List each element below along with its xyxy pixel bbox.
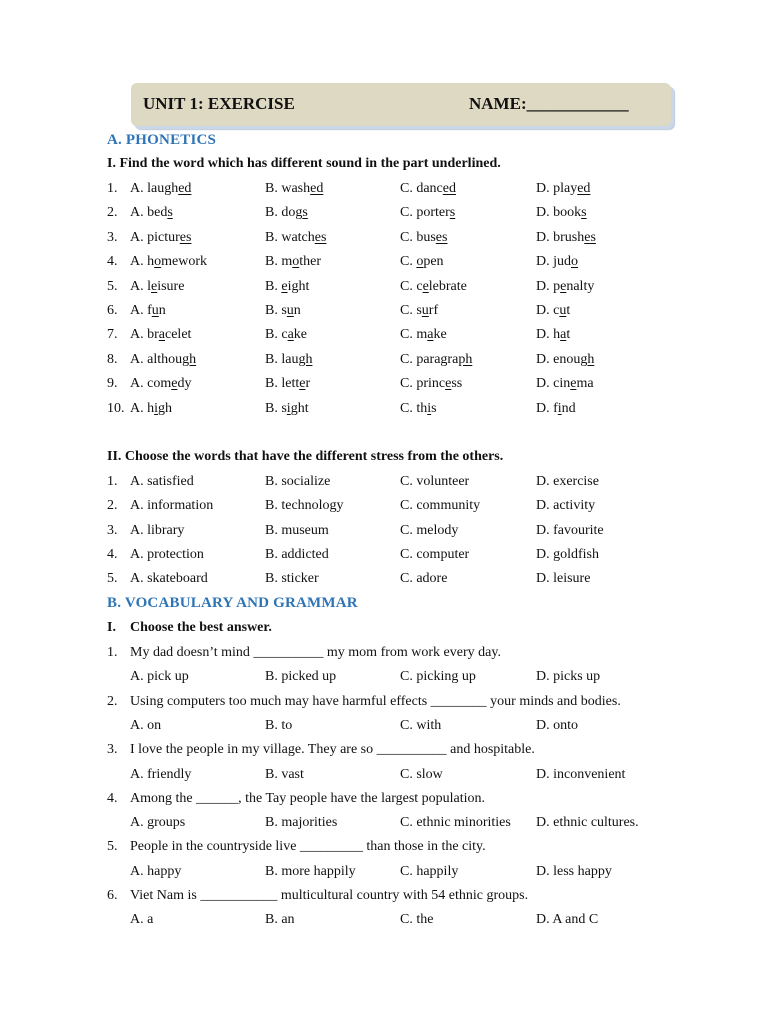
answer-option[interactable]: A. information — [130, 498, 214, 514]
question-number: 6. — [107, 888, 118, 903]
answer-option[interactable]: C. make — [400, 327, 447, 343]
phonetics-row — [0, 303, 768, 323]
answer-option[interactable]: C. the — [400, 912, 434, 928]
answer-option[interactable]: A. on — [130, 717, 162, 733]
answer-option[interactable]: B. letter — [265, 376, 311, 392]
question-number: 6. — [107, 303, 118, 318]
phonetics-row — [0, 230, 768, 250]
underlined-part: ed — [178, 181, 192, 196]
answer-option[interactable]: B. washed — [265, 181, 324, 196]
underlined-part: i — [154, 400, 159, 416]
question-row — [0, 694, 768, 714]
answer-option[interactable]: D. played — [536, 181, 591, 196]
stress-row — [0, 547, 768, 567]
vocab-instruction: Choose the best answer. — [130, 620, 272, 635]
answer-option[interactable]: D. judo — [536, 254, 578, 270]
answer-option[interactable]: D. penalty — [536, 278, 595, 294]
answer-option[interactable]: B. cake — [265, 327, 307, 343]
underlined-part: gh — [298, 351, 313, 367]
underlined-part: e — [281, 278, 288, 294]
answer-option[interactable]: D. picks up — [536, 669, 601, 685]
answer-option[interactable]: A. fun — [130, 303, 166, 318]
question-number: 3. — [107, 229, 118, 245]
answer-option[interactable]: B. technology — [265, 498, 344, 514]
question-row — [0, 839, 768, 859]
options-row — [0, 767, 768, 787]
underlined-part: o — [416, 254, 424, 270]
underlined-part: s — [581, 205, 587, 221]
answer-option[interactable]: C. adore — [400, 571, 448, 587]
question-row — [0, 888, 768, 908]
answer-option[interactable]: B. mother — [265, 254, 321, 270]
phonetics-row — [0, 327, 768, 347]
stress-row — [0, 523, 768, 543]
options-row — [0, 718, 768, 738]
answer-option[interactable]: D. less happy — [536, 863, 612, 879]
question-text: People in the countryside live _________ than those in the city. — [130, 839, 486, 855]
underlined-part: ed — [310, 181, 324, 196]
stress-row — [0, 474, 768, 494]
question-number: 1. — [107, 474, 118, 489]
answer-option[interactable]: A. groups — [130, 815, 186, 831]
answer-option[interactable]: D. exercise — [536, 474, 599, 489]
answer-option[interactable]: D. goldfish — [536, 546, 599, 562]
answer-option[interactable]: D. activity — [536, 498, 596, 514]
answer-option[interactable]: D. ethnic cultures. — [536, 815, 639, 831]
answer-option[interactable]: C. paragraph — [400, 351, 473, 367]
answer-option[interactable]: C. surf — [400, 303, 439, 318]
name-field-label: NAME:____________ — [469, 94, 629, 113]
underlined-part: e — [299, 376, 306, 392]
answer-option[interactable]: B. watches — [265, 229, 327, 245]
answer-option[interactable]: A. a — [130, 912, 154, 928]
question-text: I love the people in my village. They are so __________ and hospitable. — [130, 742, 535, 758]
part1-instruction: I. Find the word which has different sound in the part underlined. — [107, 156, 501, 171]
question-number: 8. — [107, 351, 118, 367]
answer-option[interactable]: A. beds — [130, 205, 173, 221]
answer-option[interactable]: B. addicted — [265, 546, 329, 562]
vocab-part-number: I. — [107, 620, 116, 635]
question-row — [0, 791, 768, 811]
underlined-part: u — [559, 303, 567, 318]
answer-option[interactable]: C. buses — [400, 229, 448, 245]
underlined-part: a — [158, 327, 165, 343]
phonetics-row — [0, 401, 768, 421]
underlined-part: ed — [442, 181, 456, 196]
answer-option[interactable]: A. friendly — [130, 766, 192, 782]
phonetics-row — [0, 181, 768, 201]
question-number: 5. — [107, 839, 118, 855]
question-number: 4. — [107, 254, 118, 270]
question-number: 5. — [107, 278, 118, 294]
answer-option[interactable]: A. high — [130, 400, 173, 416]
answer-option[interactable]: B. an — [265, 912, 295, 928]
underlined-part: i — [557, 400, 562, 416]
question-number: 3. — [107, 742, 118, 758]
section-a-heading: A. PHONETICS — [107, 132, 217, 148]
underlined-part: ed — [577, 181, 591, 196]
underlined-part: gh — [580, 351, 595, 367]
answer-option[interactable]: D. leisure — [536, 571, 591, 587]
question-text: Among the ______, the Tay people have the largest population. — [130, 790, 486, 806]
answer-option[interactable]: B. laugh — [265, 351, 313, 367]
vocab-instruction-row — [0, 620, 768, 640]
answer-option[interactable]: D. enough — [536, 351, 595, 367]
unit-title: UNIT 1: EXERCISE — [143, 94, 295, 113]
underlined-part: i — [286, 400, 291, 416]
stress-row — [0, 498, 768, 518]
underlined-part: a — [287, 327, 294, 343]
answer-option[interactable]: B. to — [265, 717, 293, 733]
answer-option[interactable]: D. cut — [536, 303, 571, 318]
underlined-part: e — [422, 278, 429, 294]
answer-option[interactable]: C. with — [400, 717, 442, 733]
underlined-part: i — [427, 400, 432, 416]
stress-row — [0, 571, 768, 591]
phonetics-row — [0, 352, 768, 372]
answer-option[interactable]: B. socialize — [265, 474, 331, 489]
underlined-part: s — [302, 205, 308, 221]
underlined-part: o — [292, 254, 300, 270]
answer-option[interactable]: B. vast — [265, 766, 304, 782]
section-b-heading: B. VOCABULARY AND GRAMMAR — [107, 595, 358, 611]
answer-option[interactable]: D. brushes — [536, 229, 596, 245]
exercise-header — [131, 83, 671, 126]
answer-option[interactable]: C. danced — [400, 181, 456, 196]
answer-option[interactable]: C. melody — [400, 522, 459, 538]
question-number: 9. — [107, 376, 118, 392]
answer-option[interactable]: D. favourite — [536, 522, 604, 538]
underlined-part: a — [427, 327, 434, 343]
answer-option[interactable]: A. homework — [130, 254, 208, 270]
question-number: 2. — [107, 205, 118, 221]
options-row — [0, 864, 768, 884]
question-number: 2. — [107, 498, 118, 514]
answer-option[interactable]: A. library — [130, 522, 185, 538]
answer-option[interactable]: A. protection — [130, 546, 204, 562]
answer-option[interactable]: C. picking up — [400, 669, 476, 685]
answer-option[interactable]: C. volunteer — [400, 474, 470, 489]
underlined-part: s — [167, 205, 173, 221]
answer-option[interactable]: D. inconvenient — [536, 766, 626, 782]
underlined-part: o — [571, 254, 578, 270]
underlined-part: es — [314, 229, 327, 245]
answer-option[interactable]: C. ethnic minorities — [400, 815, 511, 831]
question-number: 7. — [107, 327, 118, 343]
question-number: 3. — [107, 522, 118, 538]
answer-option[interactable]: A. bracelet — [130, 327, 192, 343]
answer-option[interactable]: B. sun — [265, 303, 301, 318]
underlined-part: e — [171, 376, 178, 392]
answer-option[interactable]: A. happy — [130, 863, 182, 879]
answer-option[interactable]: A. skateboard — [130, 571, 208, 587]
answer-option[interactable]: B. picked up — [265, 669, 337, 685]
question-number: 1. — [107, 181, 118, 196]
answer-option[interactable]: B. sticker — [265, 571, 319, 587]
answer-option[interactable]: C. celebrate — [400, 278, 467, 294]
underlined-part: u — [421, 303, 429, 318]
question-text: My dad doesn’t mind __________ my mom from work every day. — [130, 645, 501, 660]
answer-option[interactable]: A. laughed — [130, 181, 192, 196]
underlined-part: u — [151, 303, 159, 318]
answer-option[interactable]: A. leisure — [130, 278, 185, 294]
question-number: 2. — [107, 693, 118, 709]
answer-option[interactable]: A. satisfied — [130, 474, 194, 489]
underlined-part: e — [151, 278, 158, 294]
answer-option[interactable]: C. open — [400, 254, 444, 270]
phonetics-row — [0, 279, 768, 299]
answer-option[interactable]: A. although — [130, 351, 197, 367]
question-number: 10. — [107, 400, 125, 416]
options-row — [0, 669, 768, 689]
question-row — [0, 645, 768, 665]
answer-option[interactable]: D. hat — [536, 327, 571, 343]
answer-option[interactable]: A. pictures — [130, 229, 192, 245]
underlined-part: e — [570, 376, 577, 392]
question-number: 1. — [107, 645, 118, 660]
underlined-part: o — [154, 254, 162, 270]
answer-option[interactable]: D. cinema — [536, 376, 594, 392]
answer-option[interactable]: C. computer — [400, 546, 470, 562]
underlined-part: e — [445, 376, 452, 392]
phonetics-row — [0, 205, 768, 225]
answer-option[interactable]: B. majorities — [265, 815, 338, 831]
underlined-part: a — [560, 327, 567, 343]
answer-option[interactable]: D. A and C — [536, 912, 599, 928]
phonetics-row — [0, 254, 768, 274]
underlined-part: ph — [458, 351, 473, 367]
answer-option[interactable]: A. comedy — [130, 376, 192, 392]
answer-option[interactable]: B. eight — [265, 278, 310, 294]
question-number: 4. — [107, 790, 118, 806]
phonetics-row — [0, 376, 768, 396]
underlined-part: es — [435, 229, 448, 245]
answer-option[interactable]: C. porters — [400, 205, 456, 221]
underlined-part: e — [560, 278, 567, 294]
underlined-part: es — [179, 229, 192, 245]
answer-option[interactable]: B. more happily — [265, 863, 356, 879]
answer-option[interactable]: C. this — [400, 400, 437, 416]
answer-option[interactable]: D. books — [536, 205, 587, 221]
answer-option[interactable]: D. onto — [536, 717, 578, 733]
answer-option[interactable]: B. museum — [265, 522, 329, 538]
question-number: 5. — [107, 571, 118, 587]
answer-option[interactable]: C. community — [400, 498, 481, 514]
underlined-part: es — [584, 229, 596, 245]
options-row — [0, 815, 768, 835]
answer-option[interactable]: D. find — [536, 400, 576, 416]
answer-option[interactable]: C. princess — [400, 376, 463, 392]
underlined-part: gh — [182, 351, 197, 367]
underlined-part: s — [449, 205, 456, 221]
part2-instruction: II. Choose the words that have the different stress from the others. — [107, 449, 504, 464]
question-number: 4. — [107, 546, 118, 562]
question-text: Viet Nam is ___________ multicultural country with 54 ethnic groups. — [130, 888, 529, 903]
options-row — [0, 912, 768, 932]
underlined-part: u — [286, 303, 294, 318]
answer-option[interactable]: C. happily — [400, 863, 459, 879]
question-text: Using computers too much may have harmful effects ________ your minds and bodies. — [130, 693, 621, 709]
answer-option[interactable]: B. sight — [265, 400, 309, 416]
answer-option[interactable]: C. slow — [400, 766, 443, 782]
question-row — [0, 742, 768, 762]
answer-option[interactable]: B. dogs — [265, 205, 308, 221]
answer-option[interactable]: A. pick up — [130, 669, 189, 685]
